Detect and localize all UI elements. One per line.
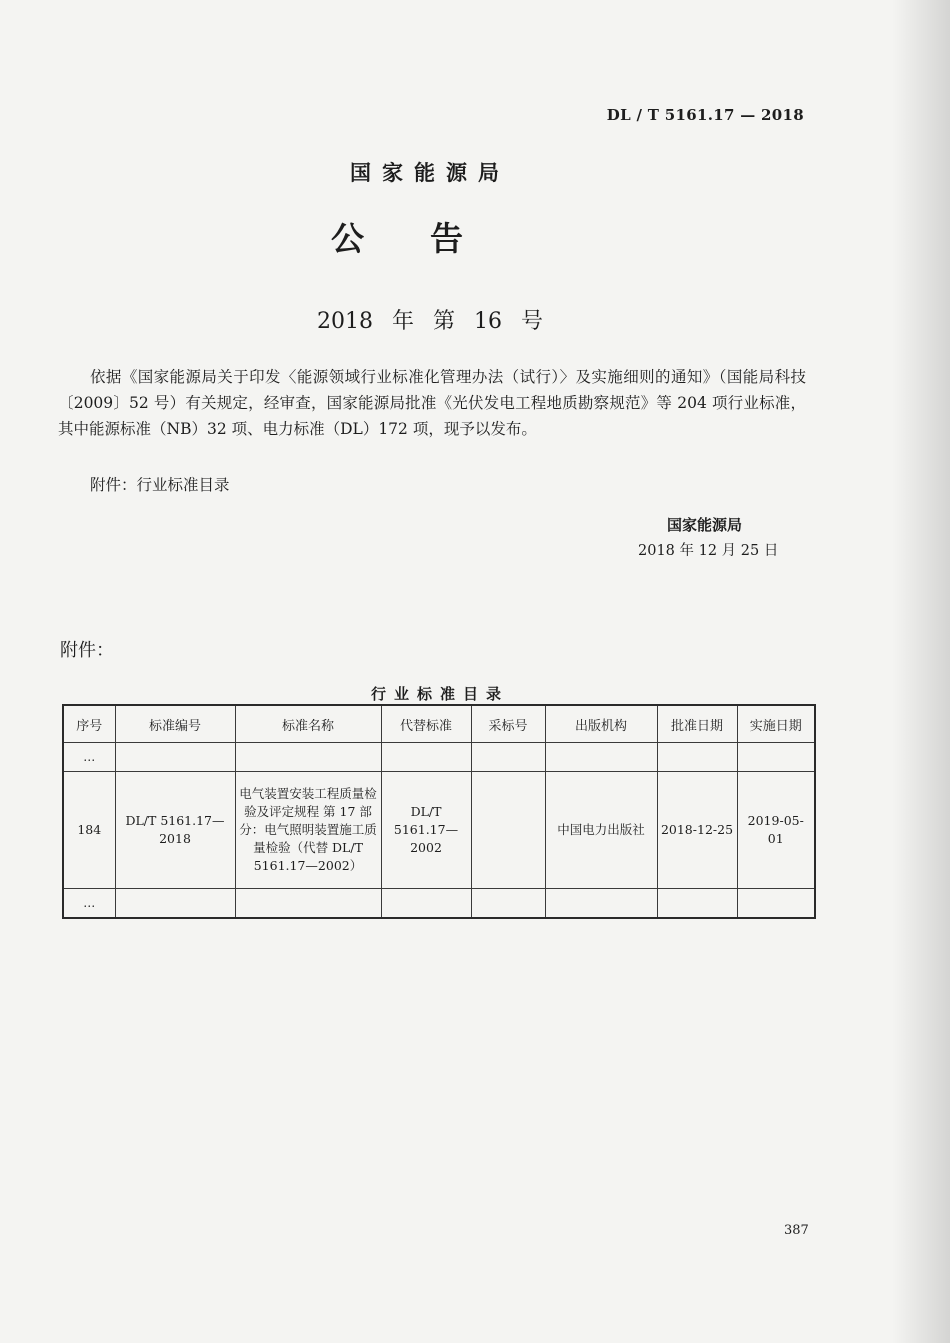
table-header-row (63, 705, 815, 743)
issuing-agency: 国家能源局 (350, 161, 510, 185)
table-row (63, 772, 815, 889)
page-number: 387 (784, 1223, 809, 1238)
table-cell: … (63, 743, 115, 772)
column-header: 代替标准 (381, 705, 471, 743)
announcement-body: 依据《国家能源局关于印发〈能源领域行业标准化管理办法（试行）〉及实施细则的通知》（国能局科技〔2009〕52 号）有关规定，经审查，国家能源局批准《光伏发电工程地质勘察规范》等 204 项行业标准，其中能源标准（NB）32 项、电力标准（DL）172 项，现予以发布。 (58, 368, 806, 438)
table-row (63, 889, 815, 919)
column-header: 采标号 (471, 705, 545, 743)
table-cell (737, 743, 815, 772)
standards-catalog-table (62, 704, 816, 919)
scan-edge-shadow (892, 0, 950, 1343)
table-cell (381, 889, 471, 919)
table-cell (657, 743, 737, 772)
column-header: 出版机构 (545, 705, 657, 743)
column-header: 序号 (63, 705, 115, 743)
column-header: 实施日期 (737, 705, 815, 743)
table-cell (545, 889, 657, 919)
table-cell (657, 889, 737, 919)
table-cell: 中国电力出版社 (545, 772, 657, 889)
table-cell (471, 889, 545, 919)
table-cell (235, 743, 381, 772)
attachment-reference: 附件：行业标准目录 (90, 476, 230, 494)
table-cell: DL/T 5161.17—2002 (381, 772, 471, 889)
signature-date: 2018 年 12 月 25 日 (638, 543, 779, 559)
table-cell (381, 743, 471, 772)
table-cell: 电气装置安装工程质量检验及评定规程 第 17 部分：电气照明装置施工质量检验（代替 DL/T 5161.17—2002） (235, 772, 381, 889)
attachment-heading: 附件： (60, 640, 114, 661)
table-cell (471, 772, 545, 889)
table-cell: 2019-05-01 (737, 772, 815, 889)
table-cell: DL/T 5161.17—2018 (115, 772, 235, 889)
table-cell (115, 743, 235, 772)
table-cell: … (63, 889, 115, 919)
announcement-title: 公告 (331, 219, 529, 258)
table-cell (235, 889, 381, 919)
table-cell (545, 743, 657, 772)
table-cell (471, 743, 545, 772)
column-header: 批准日期 (657, 705, 737, 743)
table-cell (737, 889, 815, 919)
table-cell: 184 (63, 772, 115, 889)
catalog-title: 行业标准目录 (370, 685, 509, 703)
table-cell (115, 889, 235, 919)
column-header: 标准编号 (115, 705, 235, 743)
table-row (63, 743, 815, 772)
standard-code: DL / T 5161.17 — 2018 (606, 106, 804, 124)
signature-organization: 国家能源局 (667, 516, 743, 534)
issue-number: 2018 年 第 16 号 (317, 309, 543, 334)
table-cell: 2018-12-25 (657, 772, 737, 889)
column-header: 标准名称 (235, 705, 381, 743)
